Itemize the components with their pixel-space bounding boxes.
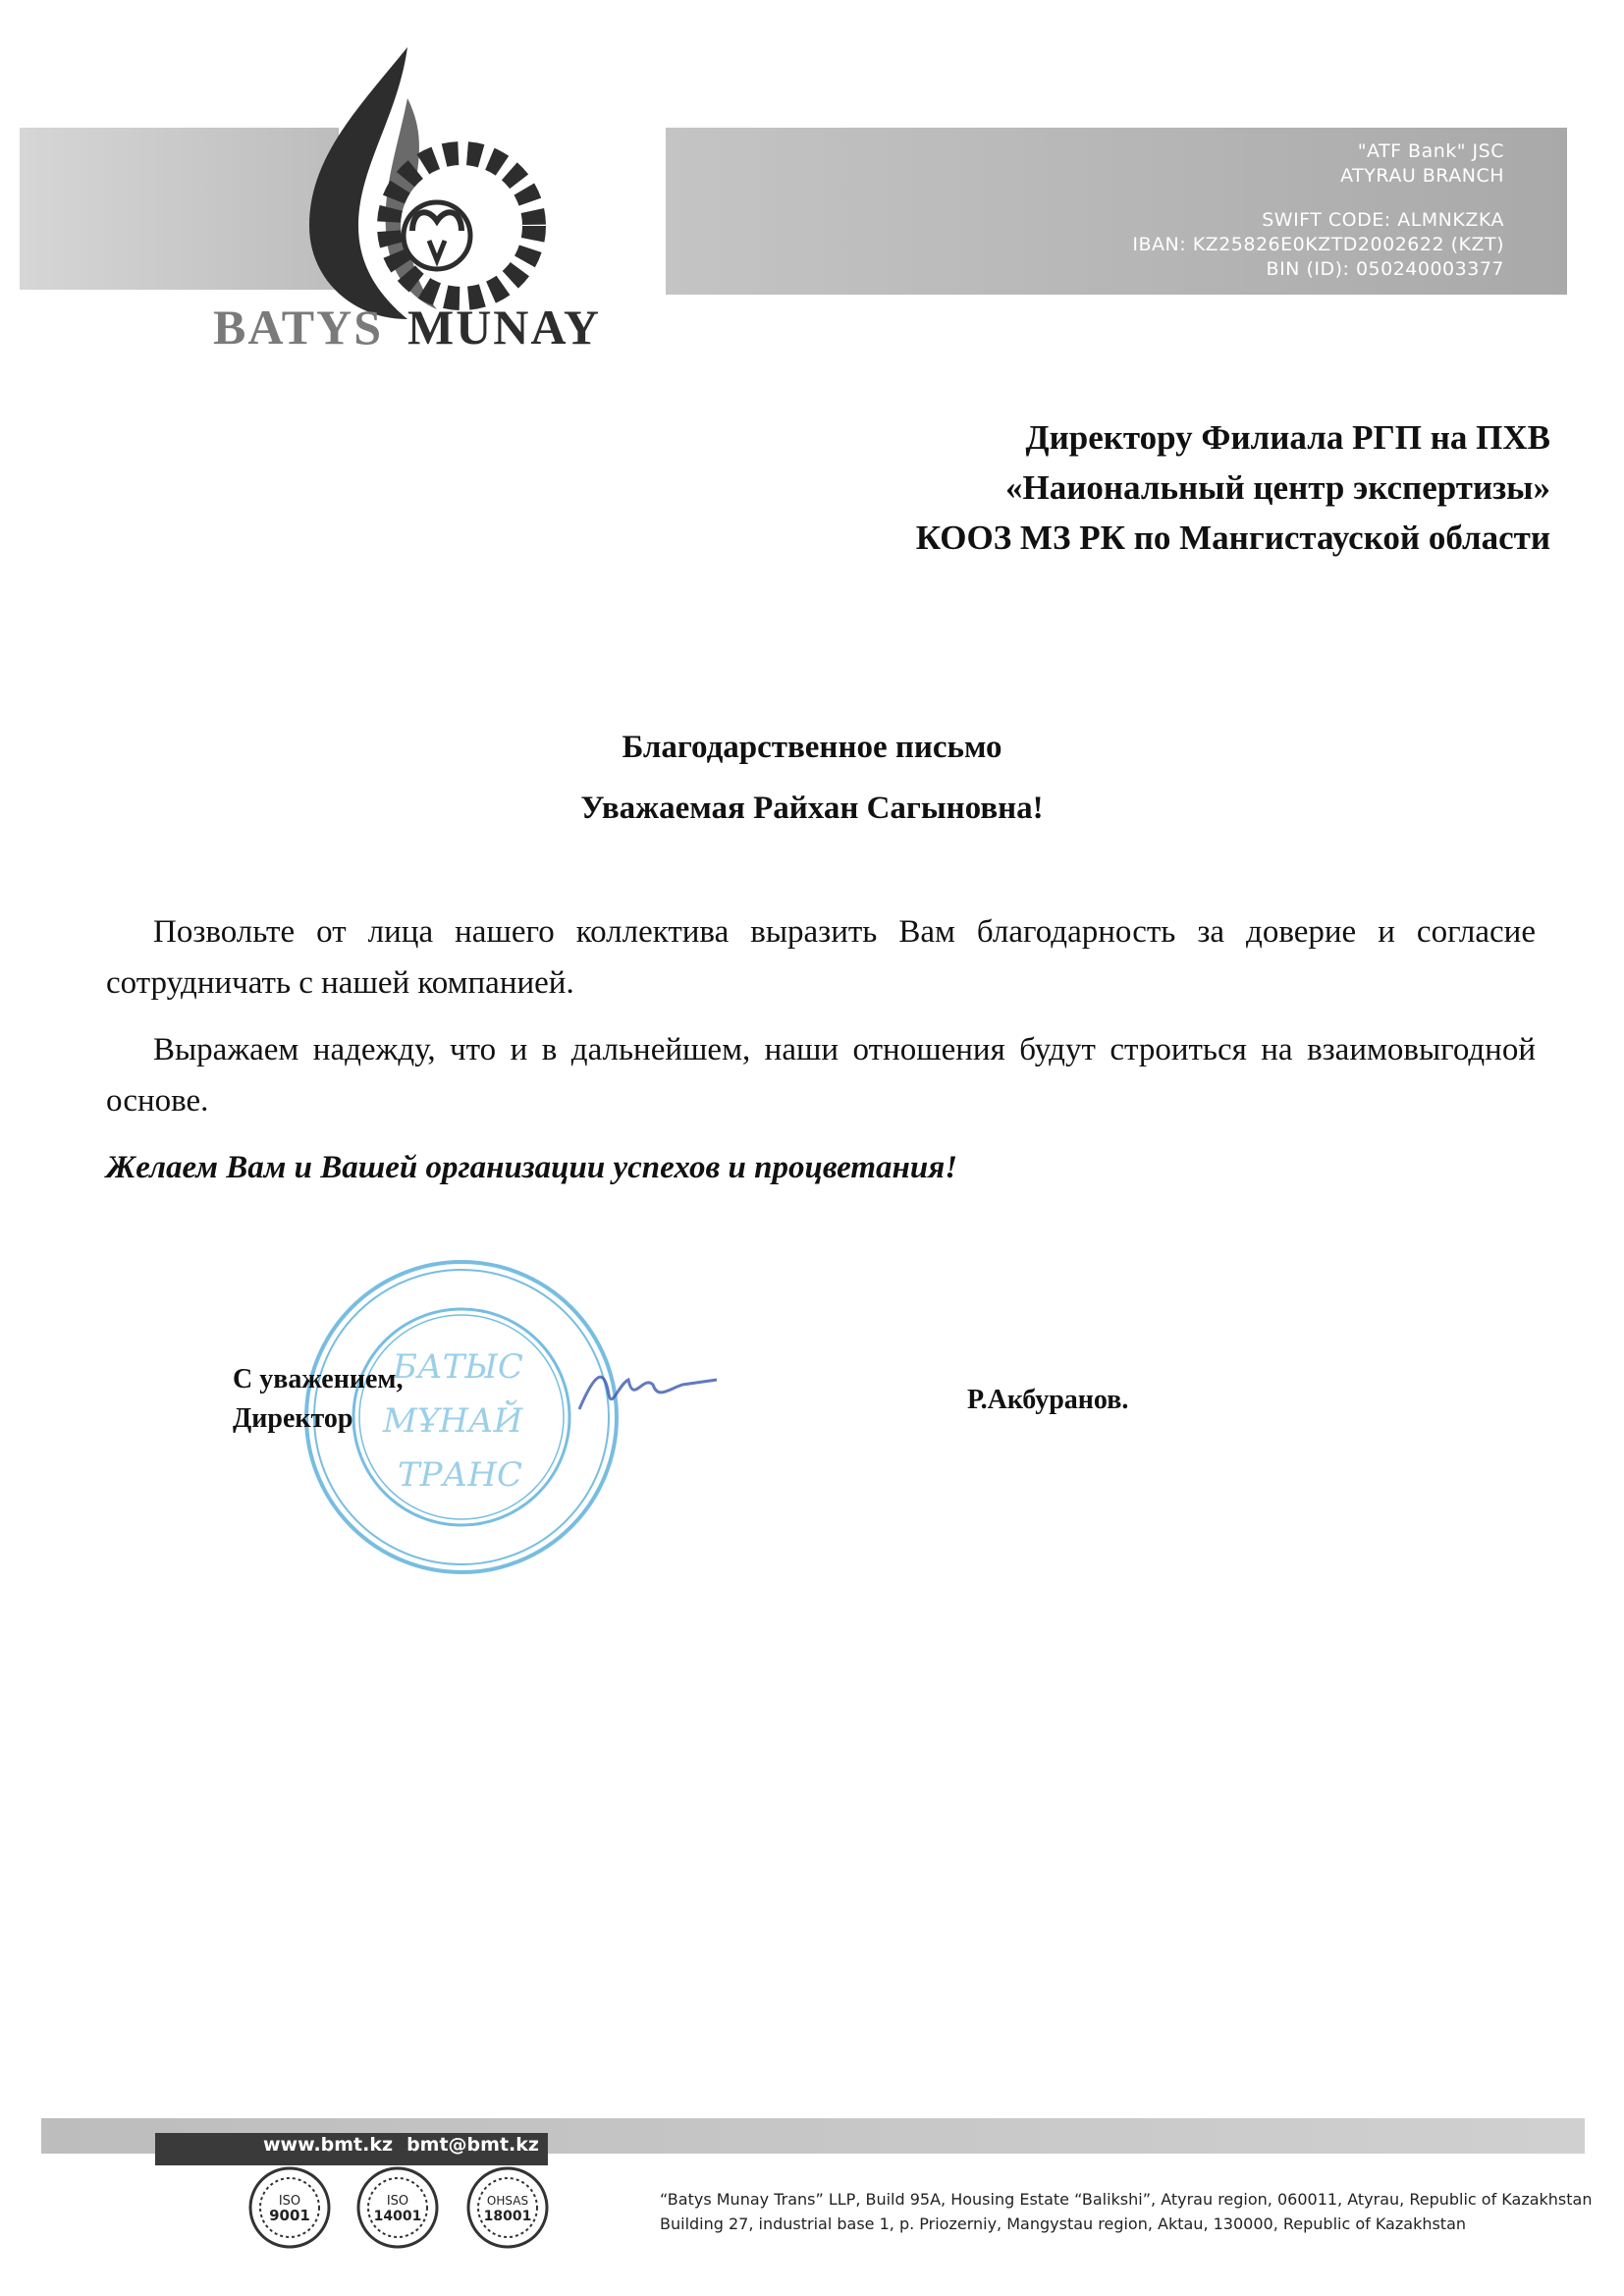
cert-2-label: ISO [386,2194,409,2209]
cert-3-label: OHSAS [486,2194,529,2208]
iso-14001-badge [353,2163,442,2252]
signature-position: Директор [233,1403,353,1434]
website-link[interactable]: www.bmt.kz [263,2134,394,2156]
closing-wish: Желаем Вам и Вашей организации успехов и процветания! [106,1150,958,1185]
letter-greeting: Уважаемая Райхан Сагыновна! [580,791,1044,826]
iso-9001-badge [245,2163,334,2252]
svg-text:МҰНАЙ: МҰНАЙ [383,1401,523,1441]
paragraph-2: Выражаем надежду, что и в дальнейшем, наши отношения будут строиться на взаимовыгодной основе. [106,1032,1536,1119]
letter-heading [0,717,1624,839]
cert-1-label: ISO [278,2194,301,2209]
address-line-1: “Batys Munay Trans” LLP, Build 95A, Housing Estate “Balikshi”, Atyrau region, 060011, Atyrau, Republic of Kazakhstan [660,2190,1593,2209]
logo-graphic [211,39,633,363]
cert-3-code: 18001 [483,2209,532,2224]
signature-block [233,1360,403,1439]
bank-name: "ATF Bank" JSC [1357,140,1504,162]
logo-text-batys: BATYS [213,300,384,355]
company-logo [211,39,633,363]
bank-branch: ATYRAU BRANCH [1340,165,1504,187]
cert-2-code: 14001 [373,2209,422,2224]
signatory-name: Р.Акбуранов. [967,1385,1129,1415]
address-line-2: Building 27, industrial base 1, p. Priozerniy, Mangystau region, Aktau, 130000, Republic of Kazakhstan [660,2214,1467,2233]
letter-title: Благодарственное письмо [622,730,1002,765]
addressee-line-1: Директору Филиала РГП на ПХВ [1025,418,1550,457]
addressee-block [916,412,1550,563]
logo-text-munay: MUNAY [407,300,602,355]
footer-address [660,2187,1593,2236]
addressee-line-2: «Наиональный центр экспертизы» [1004,468,1550,507]
letter-body [106,906,1536,1209]
footer-contacts [263,2134,539,2156]
bank-details-band [666,128,1567,295]
svg-text:ТРАНС: ТРАНС [398,1455,522,1495]
handwritten-signature [574,1355,722,1424]
cert-1-code: 9001 [269,2207,310,2224]
ohsas-18001-badge [463,2163,552,2252]
svg-text:БАТЫС: БАТЫС [393,1347,523,1387]
bank-swift: SWIFT CODE: ALMNKZKA [1262,209,1504,231]
paragraph-1: Позвольте от лица нашего коллектива выразить Вам благодарность за доверие и согласие сотрудничать с нашей компанией. [106,914,1536,1001]
signature-closing: С уважением, [233,1364,404,1394]
bank-details [1132,139,1504,282]
bank-bin: BIN (ID): 050240003377 [1266,258,1504,280]
bank-iban: IBAN: KZ25826E0KZTD2002622 (KZT) [1132,234,1504,255]
email-link[interactable]: bmt@bmt.kz [406,2134,539,2156]
addressee-line-3: КООЗ МЗ РК по Мангистауской области [915,519,1550,557]
